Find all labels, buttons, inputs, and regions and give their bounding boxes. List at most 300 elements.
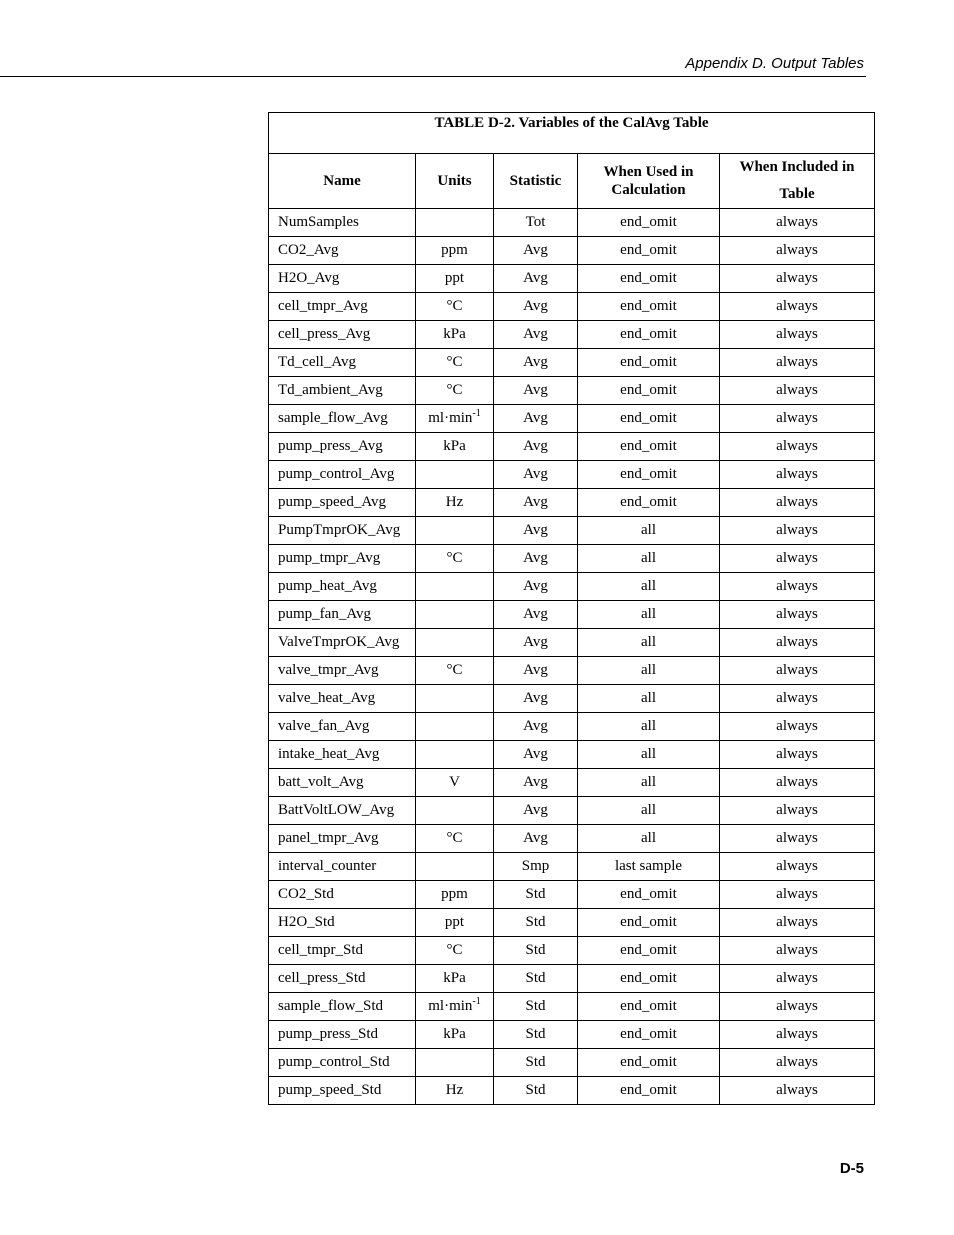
- table-row: [269, 489, 875, 517]
- cell-units: [416, 1077, 494, 1105]
- table-row: [269, 825, 875, 853]
- cell-statistic: [494, 545, 578, 573]
- cell-units: [416, 209, 494, 237]
- cell-when-used-text: end_omit: [620, 942, 677, 958]
- cell-when-included: [720, 1021, 875, 1049]
- cell-when-included: [720, 1077, 875, 1105]
- cell-units-text: °C: [446, 662, 463, 678]
- cell-when-included: [720, 265, 875, 293]
- cell-when-used: [578, 377, 720, 405]
- cell-name-text: valve_heat_Avg: [278, 690, 376, 706]
- cell-statistic: [494, 629, 578, 657]
- cell-when-used-text: end_omit: [620, 382, 677, 398]
- cell-name: [269, 713, 416, 741]
- table-row: [269, 433, 875, 461]
- cell-name-text: BattVoltLOW_Avg: [278, 802, 395, 818]
- cell-when-used-text: end_omit: [620, 410, 677, 426]
- cell-statistic: [494, 1049, 578, 1077]
- cell-units: [416, 265, 494, 293]
- cell-when-used: [578, 489, 720, 517]
- cell-when-included: [720, 965, 875, 993]
- cell-when-used: [578, 629, 720, 657]
- cell-when-included: [720, 937, 875, 965]
- cell-when-used: [578, 657, 720, 685]
- cell-when-included-text: always: [776, 466, 818, 482]
- cell-units-text: V: [449, 774, 460, 790]
- cell-units: [416, 909, 494, 937]
- cell-when-included-text: always: [776, 494, 818, 510]
- cell-when-used: [578, 405, 720, 433]
- cell-when-included-text: always: [776, 1082, 818, 1098]
- cell-units: [416, 741, 494, 769]
- table-row: [269, 657, 875, 685]
- cell-when-used-text: end_omit: [620, 998, 677, 1014]
- cell-name: [269, 209, 416, 237]
- column-header-units: Units: [416, 154, 494, 209]
- cell-statistic: [494, 657, 578, 685]
- cell-statistic: [494, 573, 578, 601]
- cell-name-text: cell_press_Avg: [278, 326, 371, 342]
- cell-statistic-text: Std: [525, 1054, 546, 1070]
- cell-when-used-text: all: [641, 802, 656, 818]
- cell-when-included-text: always: [776, 270, 818, 286]
- cell-statistic-text: Avg: [523, 690, 548, 706]
- column-header-statistic: Statistic: [494, 154, 578, 209]
- cell-name-text: cell_press_Std: [278, 970, 366, 986]
- cell-when-included: [720, 881, 875, 909]
- cell-when-used: [578, 433, 720, 461]
- cell-units: [416, 993, 494, 1021]
- cell-when-included: [720, 1049, 875, 1077]
- cell-when-used-text: all: [641, 690, 656, 706]
- cell-statistic: [494, 685, 578, 713]
- cell-name: [269, 461, 416, 489]
- cell-when-included-text: always: [776, 550, 818, 566]
- cell-units: [416, 853, 494, 881]
- cell-when-included-text: always: [776, 718, 818, 734]
- cell-when-included: [720, 741, 875, 769]
- cell-when-used-text: end_omit: [620, 298, 677, 314]
- table-row: [269, 349, 875, 377]
- table-row: [269, 993, 875, 1021]
- cell-when-included: [720, 769, 875, 797]
- cell-when-included-text: always: [776, 214, 818, 230]
- cell-units: [416, 377, 494, 405]
- cell-when-included: [720, 433, 875, 461]
- cell-name-text: Td_ambient_Avg: [278, 382, 383, 398]
- cell-when-used-text: end_omit: [620, 970, 677, 986]
- cell-statistic-text: Avg: [523, 354, 548, 370]
- cell-when-used: [578, 993, 720, 1021]
- cell-statistic-text: Avg: [523, 438, 548, 454]
- cell-name: [269, 405, 416, 433]
- cell-when-used: [578, 573, 720, 601]
- cell-when-included: [720, 461, 875, 489]
- cell-statistic-text: Std: [525, 886, 546, 902]
- cell-when-used-text: end_omit: [620, 914, 677, 930]
- cell-name: [269, 965, 416, 993]
- table-row: [269, 237, 875, 265]
- cell-name: [269, 573, 416, 601]
- table-row: [269, 685, 875, 713]
- header-divider: [0, 76, 866, 77]
- cell-statistic-text: Avg: [523, 494, 548, 510]
- cell-statistic: [494, 601, 578, 629]
- cell-when-included-text: always: [776, 970, 818, 986]
- cell-statistic-text: Avg: [523, 578, 548, 594]
- cell-units: [416, 461, 494, 489]
- cell-statistic: [494, 881, 578, 909]
- cell-name-text: valve_tmpr_Avg: [278, 662, 379, 678]
- table-row: [269, 937, 875, 965]
- cell-statistic: [494, 489, 578, 517]
- cell-when-included-text: always: [776, 1054, 818, 1070]
- cell-when-used-text: all: [641, 550, 656, 566]
- cell-name: [269, 909, 416, 937]
- cell-name-text: interval_counter: [278, 858, 377, 874]
- cell-units-text: kPa: [443, 326, 466, 342]
- cell-statistic: [494, 461, 578, 489]
- cell-when-used-text: all: [641, 522, 656, 538]
- cell-when-used-text: last sample: [614, 858, 683, 874]
- cell-name-text: PumpTmprOK_Avg: [278, 522, 401, 538]
- cell-units-text: Hz: [445, 1082, 464, 1098]
- cell-when-used: [578, 237, 720, 265]
- unit-exponent: -1: [472, 408, 481, 419]
- cell-when-used-text: end_omit: [620, 494, 677, 510]
- unit-exponent: -1: [472, 996, 481, 1007]
- cell-units: [416, 797, 494, 825]
- cell-units: [416, 825, 494, 853]
- table-row: [269, 1021, 875, 1049]
- cell-statistic-text: Avg: [523, 326, 548, 342]
- table-row: [269, 461, 875, 489]
- cell-when-included: [720, 909, 875, 937]
- cell-units: [416, 517, 494, 545]
- cell-when-included-text: always: [776, 354, 818, 370]
- cell-when-included: [720, 573, 875, 601]
- cell-name: [269, 1049, 416, 1077]
- cell-when-used: [578, 685, 720, 713]
- cell-units-text: ml·min: [428, 998, 473, 1014]
- cell-name: [269, 993, 416, 1021]
- table-row: [269, 797, 875, 825]
- cell-statistic-text: Smp: [521, 858, 550, 874]
- cell-when-included: [720, 237, 875, 265]
- cell-name-text: sample_flow_Std: [278, 998, 383, 1014]
- cell-units: [416, 405, 494, 433]
- cell-when-included: [720, 517, 875, 545]
- cell-statistic: [494, 1077, 578, 1105]
- cell-statistic: [494, 741, 578, 769]
- column-header-when-included: [720, 154, 875, 209]
- cell-when-included: [720, 713, 875, 741]
- cell-units: [416, 349, 494, 377]
- cell-when-used-text: end_omit: [620, 354, 677, 370]
- cell-when-included-text: always: [776, 914, 818, 930]
- cell-statistic: [494, 713, 578, 741]
- cell-when-used-text: all: [641, 774, 656, 790]
- cell-when-used: [578, 209, 720, 237]
- cell-units: [416, 573, 494, 601]
- cell-when-used: [578, 1021, 720, 1049]
- cell-units: [416, 769, 494, 797]
- cell-when-used-text: end_omit: [620, 270, 677, 286]
- table-row: [269, 713, 875, 741]
- cell-name: [269, 657, 416, 685]
- column-header-when-included-line1: When Included in: [739, 159, 855, 175]
- cell-name-text: H2O_Avg: [278, 270, 340, 286]
- cell-statistic: [494, 377, 578, 405]
- cell-when-used-text: all: [641, 746, 656, 762]
- cell-statistic: [494, 769, 578, 797]
- cell-when-used: [578, 1077, 720, 1105]
- cell-statistic: [494, 209, 578, 237]
- cell-name: [269, 237, 416, 265]
- cell-units-text: °C: [446, 942, 463, 958]
- cell-name: [269, 545, 416, 573]
- cell-units: [416, 713, 494, 741]
- cell-name-text: cell_tmpr_Std: [278, 942, 363, 958]
- cell-statistic-text: Std: [525, 1082, 546, 1098]
- table-caption: TABLE D-2. Variables of the CalAvg Table: [269, 113, 875, 154]
- cell-when-included: [720, 377, 875, 405]
- cell-units: [416, 881, 494, 909]
- cell-name: [269, 293, 416, 321]
- cell-name-text: sample_flow_Avg: [278, 410, 388, 426]
- cell-name-text: pump_speed_Avg: [278, 494, 387, 510]
- table-row: [269, 265, 875, 293]
- cell-units-text: kPa: [443, 438, 466, 454]
- cell-when-used: [578, 265, 720, 293]
- cell-name-text: panel_tmpr_Avg: [278, 830, 379, 846]
- cell-statistic-text: Avg: [523, 270, 548, 286]
- cell-when-used-text: all: [641, 634, 656, 650]
- cell-when-included-text: always: [776, 690, 818, 706]
- cell-statistic-text: Std: [525, 998, 546, 1014]
- cell-name-text: pump_tmpr_Avg: [278, 550, 381, 566]
- cell-units-text: ppm: [441, 886, 468, 902]
- cell-units-text: °C: [446, 354, 463, 370]
- cell-when-included: [720, 209, 875, 237]
- cell-name-text: Td_cell_Avg: [278, 354, 357, 370]
- cell-units-text: ml·min: [428, 410, 473, 426]
- cell-when-included: [720, 601, 875, 629]
- cell-name: [269, 881, 416, 909]
- column-header-when-used: [578, 154, 720, 209]
- table-row: [269, 405, 875, 433]
- table-row: [269, 545, 875, 573]
- cell-when-used-text: end_omit: [620, 1026, 677, 1042]
- cell-when-included: [720, 405, 875, 433]
- cell-units: [416, 237, 494, 265]
- cell-units-text: ppt: [444, 914, 465, 930]
- cell-statistic-text: Std: [525, 914, 546, 930]
- cell-when-used: [578, 293, 720, 321]
- cell-statistic-text: Avg: [523, 662, 548, 678]
- table-row: [269, 293, 875, 321]
- cell-units: [416, 965, 494, 993]
- cell-when-used: [578, 825, 720, 853]
- cell-when-used-text: end_omit: [620, 466, 677, 482]
- cell-when-used: [578, 937, 720, 965]
- cell-units: [416, 545, 494, 573]
- variables-table: [268, 112, 875, 1105]
- cell-name-text: CO2_Avg: [278, 242, 339, 258]
- cell-statistic-text: Avg: [523, 830, 548, 846]
- cell-when-included-text: always: [776, 802, 818, 818]
- cell-units: [416, 937, 494, 965]
- cell-units: [416, 293, 494, 321]
- cell-units: [416, 685, 494, 713]
- cell-when-included: [720, 349, 875, 377]
- cell-statistic-text: Avg: [523, 634, 548, 650]
- cell-when-used: [578, 769, 720, 797]
- cell-name: [269, 1021, 416, 1049]
- cell-when-included: [720, 685, 875, 713]
- cell-name: [269, 349, 416, 377]
- column-header-when-used-line1: When Used in: [603, 164, 694, 180]
- table-row: [269, 601, 875, 629]
- cell-statistic: [494, 293, 578, 321]
- cell-name-text: pump_press_Std: [278, 1026, 379, 1042]
- cell-units: [416, 1049, 494, 1077]
- cell-when-used: [578, 881, 720, 909]
- cell-name: [269, 685, 416, 713]
- cell-units: [416, 657, 494, 685]
- cell-name: [269, 741, 416, 769]
- cell-when-included: [720, 657, 875, 685]
- cell-when-used: [578, 461, 720, 489]
- cell-units: [416, 433, 494, 461]
- cell-statistic-text: Avg: [523, 410, 548, 426]
- cell-statistic: [494, 517, 578, 545]
- cell-units: [416, 321, 494, 349]
- cell-when-included: [720, 825, 875, 853]
- cell-when-used: [578, 797, 720, 825]
- cell-when-included: [720, 629, 875, 657]
- cell-statistic-text: Avg: [523, 466, 548, 482]
- cell-when-used-text: all: [641, 606, 656, 622]
- cell-when-included-text: always: [776, 774, 818, 790]
- cell-name-text: batt_volt_Avg: [278, 774, 364, 790]
- table-row: [269, 517, 875, 545]
- cell-statistic-text: Std: [525, 1026, 546, 1042]
- cell-name-text: H2O_Std: [278, 914, 335, 930]
- cell-statistic: [494, 797, 578, 825]
- cell-when-included: [720, 545, 875, 573]
- column-header-when-included-line2: Table: [779, 186, 815, 202]
- cell-when-included: [720, 293, 875, 321]
- table-row: [269, 377, 875, 405]
- cell-when-included-text: always: [776, 830, 818, 846]
- cell-name: [269, 853, 416, 881]
- cell-units: [416, 629, 494, 657]
- table-row: [269, 853, 875, 881]
- cell-name: [269, 433, 416, 461]
- cell-statistic-text: Avg: [523, 606, 548, 622]
- cell-when-included-text: always: [776, 438, 818, 454]
- cell-when-included: [720, 489, 875, 517]
- cell-when-included-text: always: [776, 662, 818, 678]
- column-header-when-used-line2: Calculation: [611, 182, 686, 198]
- cell-units-text: kPa: [443, 970, 466, 986]
- cell-statistic: [494, 321, 578, 349]
- cell-name: [269, 377, 416, 405]
- table-body: [269, 209, 875, 1105]
- cell-when-included-text: always: [776, 522, 818, 538]
- cell-when-used-text: all: [641, 830, 656, 846]
- cell-units: [416, 601, 494, 629]
- table-row: [269, 881, 875, 909]
- cell-statistic-text: Avg: [523, 746, 548, 762]
- cell-statistic: [494, 237, 578, 265]
- cell-name-text: pump_fan_Avg: [278, 606, 372, 622]
- table-row: [269, 741, 875, 769]
- cell-when-included: [720, 853, 875, 881]
- cell-name-text: pump_heat_Avg: [278, 578, 377, 594]
- table-header-row: [269, 154, 875, 209]
- cell-when-included-text: always: [776, 578, 818, 594]
- cell-when-used-text: all: [641, 718, 656, 734]
- cell-when-included-text: always: [776, 326, 818, 342]
- cell-statistic: [494, 937, 578, 965]
- cell-statistic: [494, 265, 578, 293]
- cell-when-included-text: always: [776, 942, 818, 958]
- cell-name: [269, 769, 416, 797]
- cell-when-used-text: end_omit: [620, 326, 677, 342]
- cell-name-text: valve_fan_Avg: [278, 718, 370, 734]
- cell-when-included-text: always: [776, 634, 818, 650]
- cell-when-included-text: always: [776, 858, 818, 874]
- cell-name-text: NumSamples: [278, 214, 359, 230]
- cell-name: [269, 265, 416, 293]
- cell-units-text: Hz: [445, 494, 464, 510]
- cell-units: [416, 489, 494, 517]
- cell-statistic-text: Avg: [523, 298, 548, 314]
- cell-when-included-text: always: [776, 1026, 818, 1042]
- cell-when-used-text: all: [641, 578, 656, 594]
- cell-name-text: pump_control_Avg: [278, 466, 395, 482]
- cell-name: [269, 517, 416, 545]
- cell-when-used-text: end_omit: [620, 242, 677, 258]
- table-row: [269, 1049, 875, 1077]
- cell-statistic: [494, 405, 578, 433]
- cell-when-used: [578, 517, 720, 545]
- cell-when-used-text: all: [641, 662, 656, 678]
- cell-statistic: [494, 909, 578, 937]
- cell-when-used-text: end_omit: [620, 1082, 677, 1098]
- table-row: [269, 769, 875, 797]
- cell-name-text: intake_heat_Avg: [278, 746, 380, 762]
- cell-when-used: [578, 713, 720, 741]
- table-row: [269, 909, 875, 937]
- cell-when-used: [578, 1049, 720, 1077]
- table-row: [269, 1077, 875, 1105]
- cell-when-used: [578, 909, 720, 937]
- cell-units: [416, 1021, 494, 1049]
- cell-name: [269, 321, 416, 349]
- cell-statistic-text: Avg: [523, 522, 548, 538]
- cell-name-text: cell_tmpr_Avg: [278, 298, 368, 314]
- cell-name: [269, 629, 416, 657]
- cell-when-included: [720, 321, 875, 349]
- cell-when-included-text: always: [776, 998, 818, 1014]
- page-number: D-5: [839, 1160, 864, 1177]
- cell-when-used-text: end_omit: [620, 1054, 677, 1070]
- cell-statistic-text: Avg: [523, 382, 548, 398]
- table-row: [269, 629, 875, 657]
